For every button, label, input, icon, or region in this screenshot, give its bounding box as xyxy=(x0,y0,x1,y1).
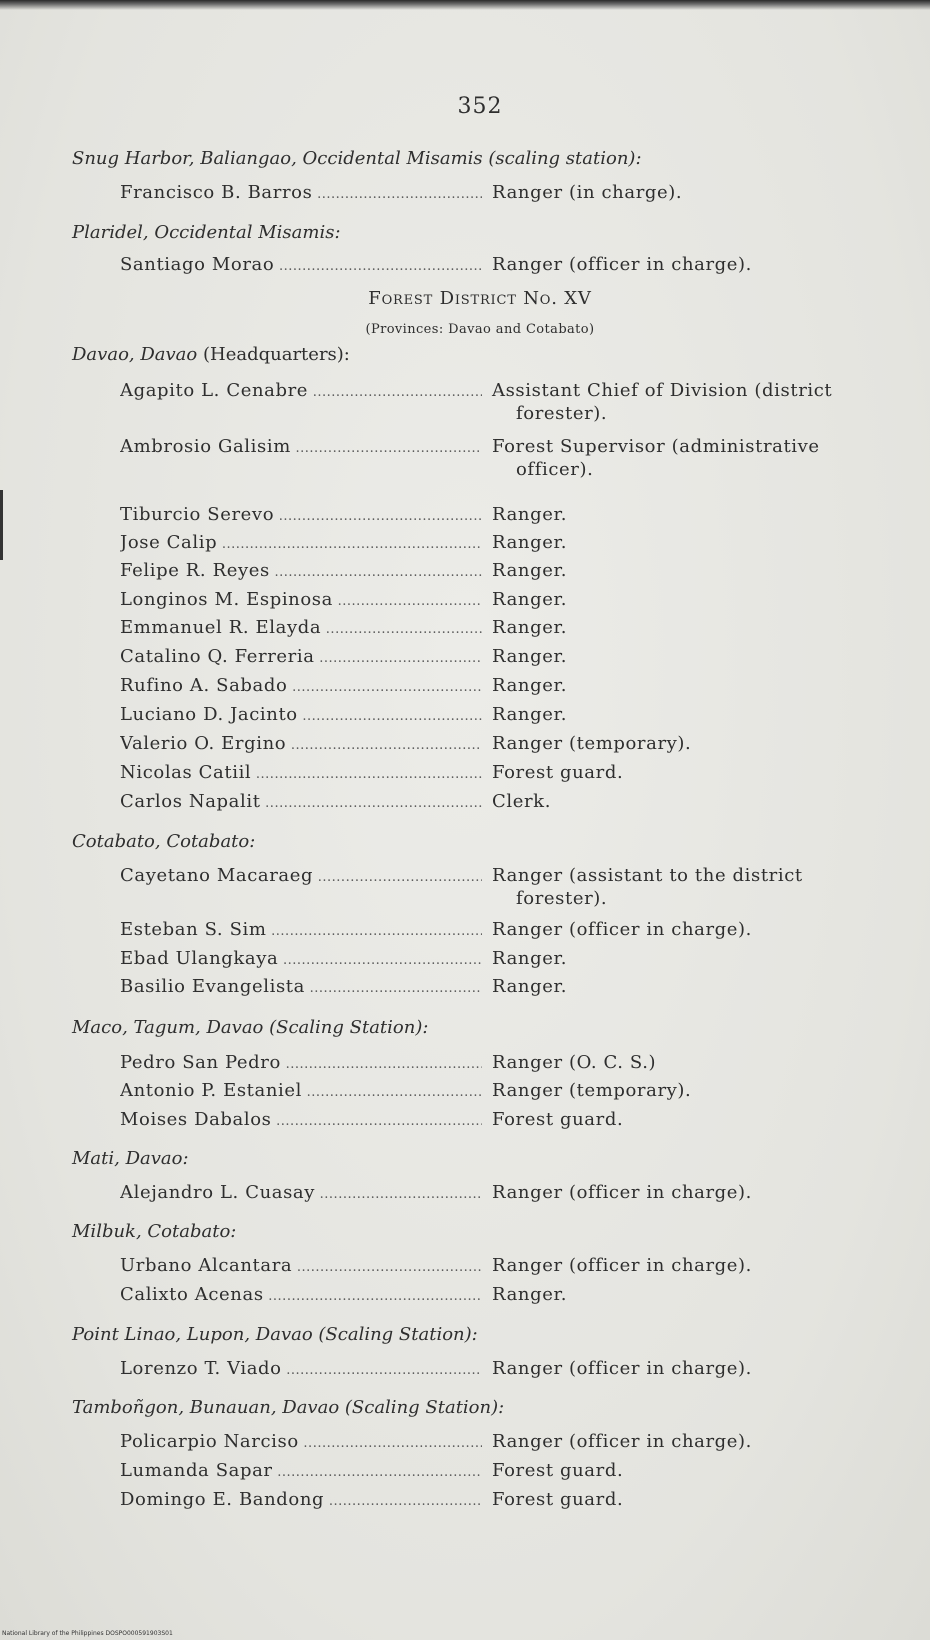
role-line: Assistant Chief of Division (district xyxy=(492,380,833,401)
role-continuation: forester). xyxy=(516,888,608,909)
entry-name: Urbano Alcantara ..... xyxy=(120,1255,482,1276)
entry-role: Forest guard. xyxy=(492,1489,624,1510)
district-heading: Forest District No. XV xyxy=(368,288,592,309)
entry-name: Cayetano Macaraeg ..... xyxy=(120,865,482,886)
entry-name: Pedro San Pedro ..... xyxy=(120,1052,482,1073)
section-cotabato xyxy=(72,831,255,852)
entry-role: Ranger (officer in charge). xyxy=(492,1182,752,1203)
entry-row xyxy=(120,791,900,819)
entry-role: Ranger (in charge). xyxy=(492,182,683,203)
entry-name: Jose Calip ..... xyxy=(120,532,482,553)
section-place: Davao, Davao xyxy=(72,344,198,365)
entry-role xyxy=(492,865,803,909)
entry-row xyxy=(120,380,900,424)
entry-role xyxy=(492,436,820,480)
entry-row xyxy=(120,560,900,588)
entry-role: Ranger (officer in charge). xyxy=(492,1255,752,1276)
section-mati xyxy=(72,1148,189,1169)
entry-row xyxy=(120,1052,900,1080)
role-line: Ranger (assistant to the district xyxy=(492,865,803,886)
section-tambongon xyxy=(72,1397,504,1418)
entry-name: Emmanuel R. Elayda ..... xyxy=(120,617,482,638)
entry-row xyxy=(120,1080,900,1108)
entry-role: Ranger. xyxy=(492,560,568,581)
entry-role: Forest guard. xyxy=(492,1109,624,1130)
section-place: Milbuk, Cotabato: xyxy=(72,1221,237,1242)
entry-row xyxy=(120,865,900,909)
entry-role: Forest guard. xyxy=(492,762,624,783)
section-milbuk xyxy=(72,1221,236,1242)
district-provinces: (Provinces: Davao and Cotabato) xyxy=(365,322,595,337)
entry-role: Ranger. xyxy=(492,675,568,696)
entry-name: Alejandro L. Cuasay ..... xyxy=(120,1182,482,1203)
entry-name: Ambrosio Galisim ..... xyxy=(120,436,482,457)
entry-name: Calixto Acenas ..... xyxy=(120,1284,482,1305)
role-continuation: officer). xyxy=(516,459,594,480)
entry-role: Ranger (officer in charge). xyxy=(492,1431,752,1452)
entry-role: Ranger. xyxy=(492,646,568,667)
entry-role xyxy=(492,380,832,424)
section-place: Cotabato, Cotabato: xyxy=(72,831,256,852)
entry-name: Agapito L. Cenabre ..... xyxy=(120,380,482,401)
entry-name: Esteban S. Sim ..... xyxy=(120,919,482,940)
entry-name: Basilio Evangelista ..... xyxy=(120,976,482,997)
entry-name: Lorenzo T. Viado ..... xyxy=(120,1358,482,1379)
entry-row xyxy=(120,919,900,947)
entry-row xyxy=(120,1109,900,1137)
entry-role: Ranger. xyxy=(492,976,568,997)
entry-role: Forest guard. xyxy=(492,1460,624,1481)
entry-role: Ranger. xyxy=(492,532,568,553)
section-place: Maco, Tagum, Davao (Scaling Station): xyxy=(72,1017,429,1038)
entry-name: Valerio O. Ergino ..... xyxy=(120,733,482,754)
entry-row xyxy=(120,504,900,532)
entry-name: Ebad Ulangkaya ..... xyxy=(120,948,482,969)
entry-name: Lumanda Sapar ..... xyxy=(120,1460,482,1481)
entry-row xyxy=(120,436,900,480)
entry-name: Tiburcio Serevo ..... xyxy=(120,504,482,525)
entry-row xyxy=(120,532,900,560)
entry-role: Clerk. xyxy=(492,791,552,812)
section-place: Mati, Davao: xyxy=(72,1148,189,1169)
entry-row xyxy=(120,704,900,732)
entry-role: Ranger. xyxy=(492,617,568,638)
entry-row xyxy=(120,1182,900,1210)
entry-name: Moises Dabalos ..... xyxy=(120,1109,482,1130)
entry-role: Ranger. xyxy=(492,948,568,969)
entry-role: Ranger (officer in charge). xyxy=(492,254,752,275)
entry-name: Felipe R. Reyes ..... xyxy=(120,560,482,581)
entry-row xyxy=(120,976,900,1004)
section-maco xyxy=(72,1017,428,1038)
entry-name: Catalino Q. Ferreria ..... xyxy=(120,646,482,667)
section-place: Tamboñgon, Bunauan, Davao (Scaling Station): xyxy=(72,1397,505,1418)
entry-row xyxy=(120,1255,900,1283)
entry-row xyxy=(120,182,900,210)
entry-row xyxy=(120,1284,900,1312)
entry-role: Ranger. xyxy=(492,1284,568,1305)
role-line: Forest Supervisor (administrative xyxy=(492,436,820,457)
section-point-linao xyxy=(72,1324,478,1345)
page-number: 352 xyxy=(457,94,503,119)
entry-name: Luciano D. Jacinto ..... xyxy=(120,704,482,725)
entry-row xyxy=(120,1460,900,1488)
entry-role: Ranger (O. C. S.) xyxy=(492,1052,657,1073)
entry-name: Longinos M. Espinosa ..... xyxy=(120,589,482,610)
entry-row xyxy=(120,1489,900,1517)
scan-footer: National Library of the Philippines DOSPO000591903S01 xyxy=(2,1630,173,1637)
entry-row xyxy=(120,675,900,703)
entry-name: Francisco B. Barros ..... xyxy=(120,182,482,203)
scan-left-edge xyxy=(0,490,3,560)
entry-name: Carlos Napalit ..... xyxy=(120,791,482,812)
entry-role: Ranger (officer in charge). xyxy=(492,919,752,940)
entry-row xyxy=(120,733,900,761)
entry-row xyxy=(120,254,900,282)
entry-role: Ranger. xyxy=(492,504,568,525)
role-continuation: forester). xyxy=(516,403,608,424)
entry-role: Ranger. xyxy=(492,589,568,610)
section-plaridel xyxy=(72,222,341,243)
entry-name: Nicolas Catiil ..... xyxy=(120,762,482,783)
entry-row xyxy=(120,1358,900,1386)
entry-role: Ranger (temporary). xyxy=(492,1080,692,1101)
entry-row xyxy=(120,589,900,617)
entry-name: Antonio P. Estaniel ..... xyxy=(120,1080,482,1101)
entry-row xyxy=(120,948,900,976)
entry-row xyxy=(120,617,900,645)
section-place: Point Linao, Lupon, Davao (Scaling Station): xyxy=(72,1324,478,1345)
section-snug-harbor xyxy=(72,148,642,169)
entry-name: Rufino A. Sabado ..... xyxy=(120,675,482,696)
section-note: (Headquarters): xyxy=(202,344,350,365)
section-davao xyxy=(72,344,350,365)
entry-row xyxy=(120,1431,900,1459)
entry-name: Policarpio Narciso ..... xyxy=(120,1431,482,1452)
entry-role: Ranger (temporary). xyxy=(492,733,692,754)
entry-name: Santiago Morao ..... xyxy=(120,254,482,275)
section-place: Snug Harbor, Baliangao, Occidental Misamis (scaling station): xyxy=(72,148,642,169)
entry-name: Domingo E. Bandong ..... xyxy=(120,1489,482,1510)
entry-row xyxy=(120,646,900,674)
entry-role: Ranger (officer in charge). xyxy=(492,1358,752,1379)
scan-top-edge xyxy=(0,0,930,10)
entry-row xyxy=(120,762,900,790)
section-place: Plaridel, Occidental Misamis: xyxy=(72,222,341,243)
entry-role: Ranger. xyxy=(492,704,568,725)
